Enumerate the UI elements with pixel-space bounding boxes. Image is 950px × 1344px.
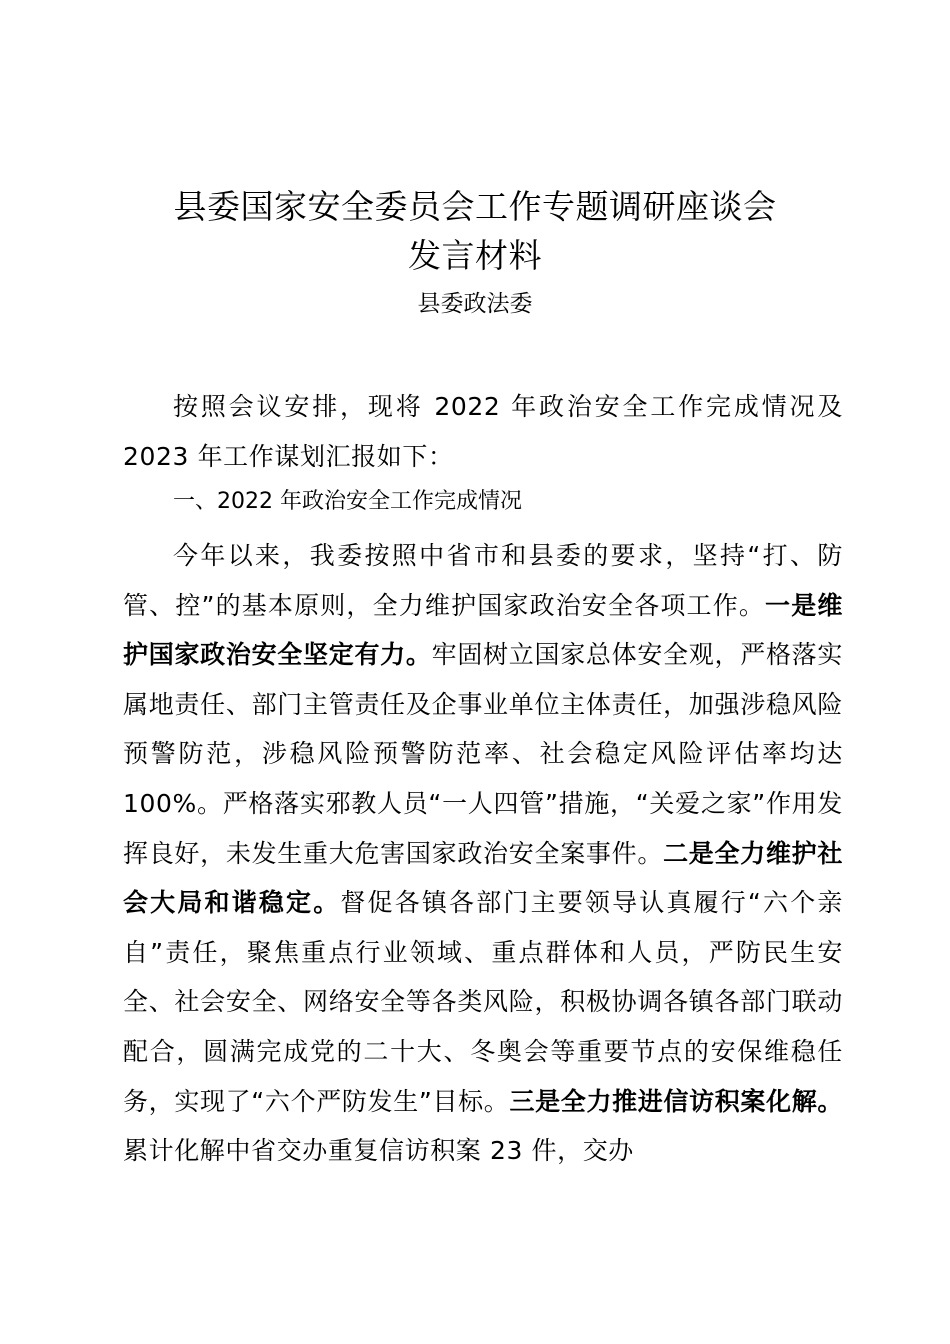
intro-paragraph: 按照会议安排，现将 2022 年政治安全工作完成情况及 2023 年工作谋划汇报如下： [123, 392, 843, 471]
paragraph-text: 今年以来，我委按照中省市和县委的要求，坚持“打、防管、控”的基本原则，全力维护国家政治安全各项工作。 [123, 541, 843, 620]
bold-lead-1: 一是维护国家政治安全坚定有力。 [123, 590, 843, 670]
bold-lead-2: 二是全力维护社会大局和谐稳定。 [123, 838, 844, 918]
bold-lead-3: 三是全力推进信访积案化解。 [509, 1086, 843, 1116]
document-title-line2: 发言材料 [408, 236, 542, 275]
document-author: 县委政法委 [417, 291, 533, 317]
section-heading: 一、2022 年政治安全工作完成情况 [173, 489, 522, 514]
paragraph-text: 督促各镇各部门主要领导认真履行“六个亲自”责任，聚焦重点行业领域、重点群体和人员，严防民生安全、社会安全、网络安全等各类风险，积极协调各镇各部门联动配合，圆满完成党的二十大、冬奥会等重要节点的安保维稳任务，实现了“六个严防发生”目标。 [123, 888, 843, 1116]
paragraph-text: 牢固树立国家总体安全观，严格落实属地责任、部门主管责任及企事业单位主体责任，加强涉稳风险预警防范，涉稳风险预警防范率、社会稳定风险评估率均达 100%。严格落实邪教人员“一人四管”措施，“关爱之家”作用发挥良好，未发生重大危害国家政治安全案事件。 [123, 640, 843, 868]
paragraph-text: 累计化解中省交办重复信访积案 23 件，交办 [123, 1136, 634, 1166]
document-title-line1: 县委国家安全委员会工作专题调研座谈会 [173, 187, 777, 226]
body-paragraph [123, 531, 843, 1176]
